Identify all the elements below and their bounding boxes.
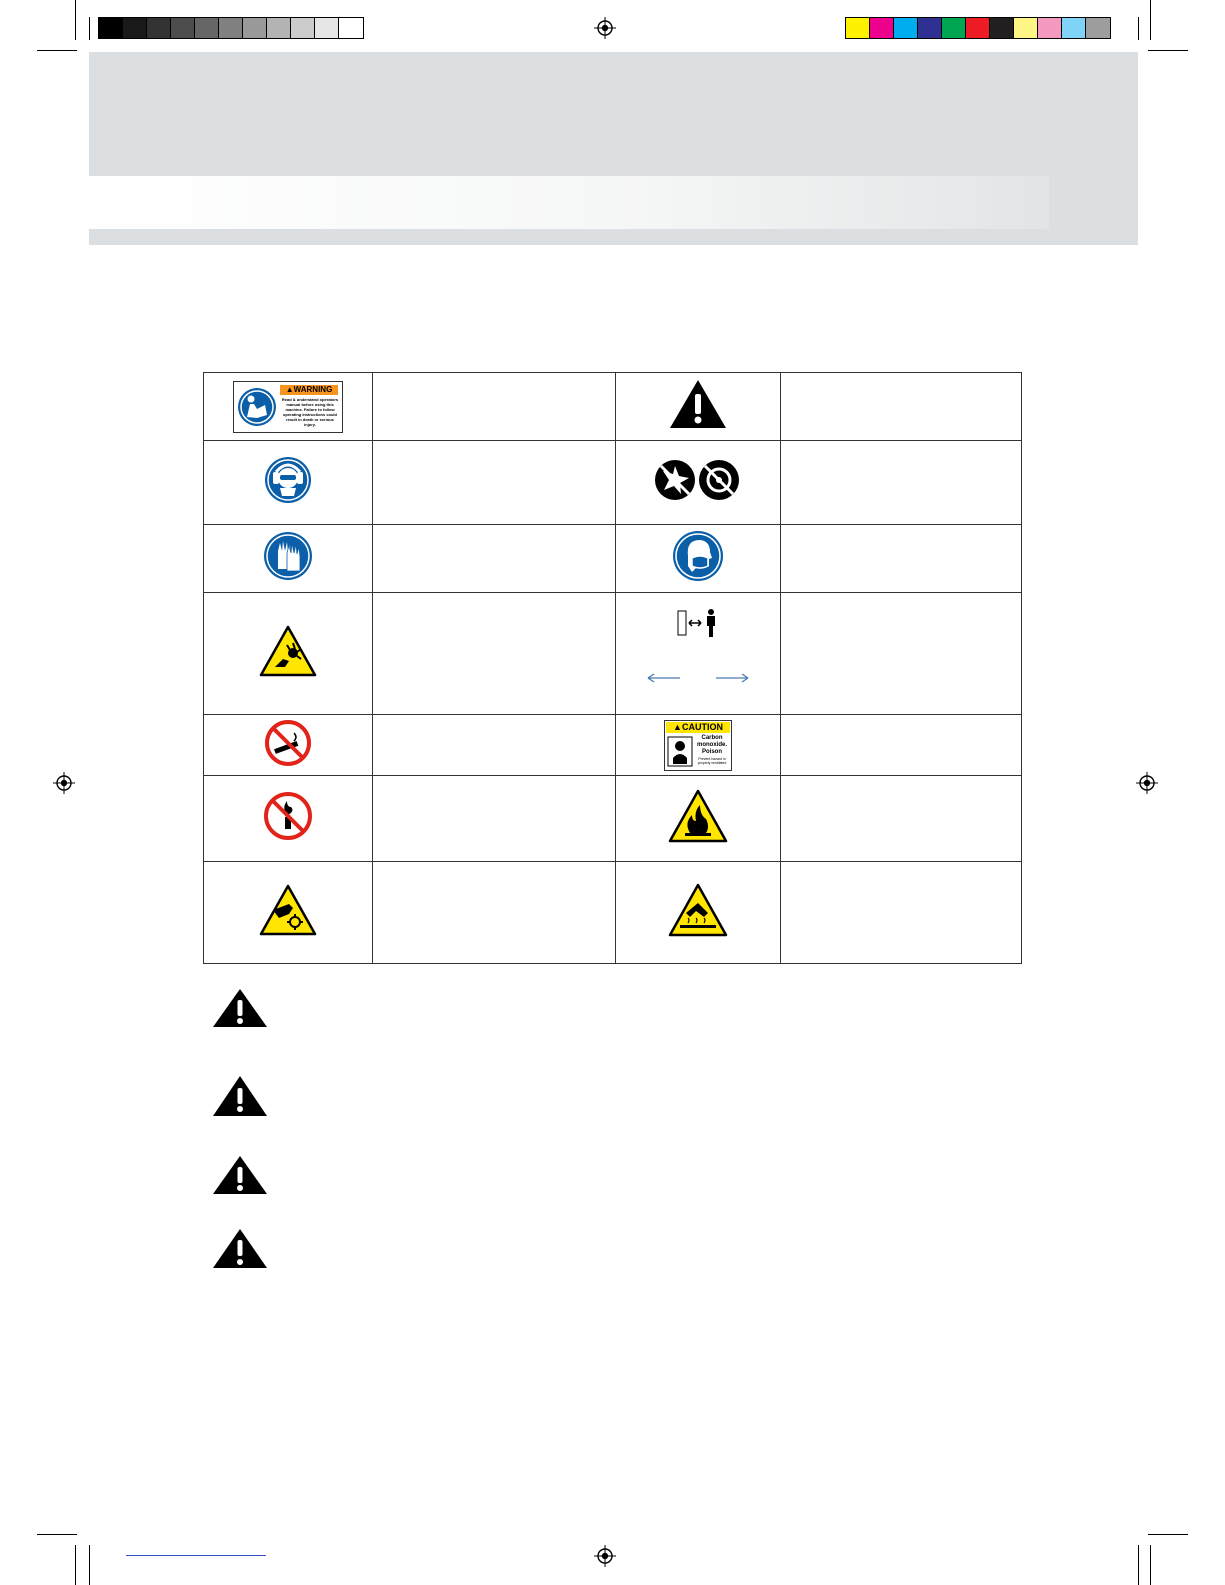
safety-symbols-table bbox=[203, 372, 1022, 964]
registration-mark-icon bbox=[594, 1545, 616, 1567]
warning-triangle-icon bbox=[212, 1075, 268, 1117]
symbol-description bbox=[781, 441, 1022, 525]
crop-mark bbox=[89, 17, 90, 40]
crop-mark bbox=[75, 0, 76, 40]
color-swatch bbox=[315, 18, 339, 38]
color-swatch bbox=[870, 18, 894, 38]
color-swatch bbox=[1038, 18, 1062, 38]
registration-mark-icon bbox=[1136, 772, 1158, 794]
crop-mark bbox=[89, 1545, 90, 1585]
table-row bbox=[204, 373, 1022, 441]
warning-note bbox=[212, 1228, 1012, 1268]
crop-mark bbox=[1150, 1545, 1151, 1585]
color-swatch bbox=[267, 18, 291, 38]
warning-note bbox=[212, 1075, 1012, 1115]
color-swatch bbox=[966, 18, 990, 38]
no-smoking-icon bbox=[264, 719, 312, 767]
color-swatch bbox=[894, 18, 918, 38]
symbol-cell bbox=[204, 525, 373, 593]
color-swatch bbox=[123, 18, 147, 38]
hot-surface-hazard-icon bbox=[668, 883, 728, 937]
color-swatch bbox=[846, 18, 870, 38]
crop-mark bbox=[1148, 1534, 1188, 1535]
color-swatch bbox=[243, 18, 267, 38]
process-color-bar bbox=[845, 17, 1111, 39]
header-subtitle-strip bbox=[89, 176, 1049, 229]
symbol-description bbox=[373, 373, 616, 441]
symbol-cell bbox=[616, 715, 781, 776]
color-swatch bbox=[339, 18, 363, 38]
table-row bbox=[204, 593, 1022, 715]
warning-read-manual-label-icon: ▲WARNING Read & understand operators manual before using this machine. Failure to follow operating instructions could result in death or serious injury. bbox=[233, 381, 343, 433]
color-swatch bbox=[99, 18, 123, 38]
symbol-description bbox=[373, 441, 616, 525]
crop-mark bbox=[1138, 1545, 1139, 1585]
symbol-description bbox=[781, 715, 1022, 776]
no-open-flame-icon bbox=[263, 791, 313, 841]
table-row bbox=[204, 862, 1022, 964]
symbol-description bbox=[373, 525, 616, 593]
warning-label-text: Read & understand operators manual before using this machine. Failure to follow operating instructions could result in death or serious injury. bbox=[281, 396, 339, 427]
symbol-cell bbox=[616, 373, 781, 441]
color-swatch bbox=[990, 18, 1014, 38]
table-row bbox=[204, 715, 1022, 776]
color-swatch bbox=[1086, 18, 1110, 38]
color-swatch bbox=[291, 18, 315, 38]
wear-gloves-icon bbox=[263, 531, 313, 581]
symbol-description bbox=[373, 862, 616, 964]
registration-mark-icon bbox=[594, 17, 616, 39]
warning-triangle-icon bbox=[212, 1228, 268, 1269]
crop-mark bbox=[1138, 17, 1139, 40]
grayscale-color-bar bbox=[98, 17, 364, 39]
symbol-description bbox=[781, 373, 1022, 441]
cutting-hand-hazard-icon bbox=[259, 884, 317, 936]
wear-dust-mask-icon bbox=[672, 530, 724, 582]
crop-mark bbox=[75, 1545, 76, 1585]
color-swatch bbox=[219, 18, 243, 38]
caution-label-text: Prevent hazard in properly ventilated bbox=[697, 756, 727, 765]
symbol-cell bbox=[204, 776, 373, 862]
warning-triangle-icon bbox=[212, 988, 268, 1028]
symbol-description bbox=[781, 862, 1022, 964]
symbol-cell bbox=[616, 862, 781, 964]
symbol-cell bbox=[204, 593, 373, 715]
registration-mark-icon bbox=[53, 772, 75, 794]
warning-triangle-icon bbox=[212, 1155, 268, 1195]
table-row bbox=[204, 525, 1022, 593]
symbol-cell bbox=[616, 441, 781, 525]
crop-mark bbox=[37, 50, 77, 51]
color-swatch bbox=[195, 18, 219, 38]
symbol-cell bbox=[616, 776, 781, 862]
symbol-cell bbox=[204, 862, 373, 964]
color-swatch bbox=[942, 18, 966, 38]
table-row bbox=[204, 776, 1022, 862]
symbol-description bbox=[781, 525, 1022, 593]
ear-eye-protection-icon bbox=[264, 456, 312, 504]
color-swatch bbox=[147, 18, 171, 38]
color-swatch bbox=[1014, 18, 1038, 38]
crop-mark bbox=[37, 1534, 77, 1535]
symbol-cell bbox=[616, 525, 781, 593]
general-warning-triangle-icon bbox=[668, 378, 728, 430]
warning-note bbox=[212, 1155, 1012, 1195]
crop-mark bbox=[1150, 0, 1151, 40]
flammable-hazard-icon bbox=[668, 789, 728, 843]
footer-link-underline[interactable] bbox=[126, 1555, 266, 1556]
symbol-description bbox=[373, 715, 616, 776]
flying-debris-hazard-icon bbox=[259, 625, 317, 677]
warning-label-title: WARNING bbox=[293, 384, 333, 394]
table-row bbox=[204, 441, 1022, 525]
symbol-description bbox=[373, 593, 616, 715]
caution-label-title: CAUTION bbox=[681, 721, 723, 732]
symbol-cell bbox=[616, 593, 781, 715]
crop-mark bbox=[1148, 50, 1188, 51]
color-swatch bbox=[918, 18, 942, 38]
symbol-cell bbox=[204, 715, 373, 776]
color-swatch bbox=[1062, 18, 1086, 38]
symbol-description bbox=[781, 776, 1022, 862]
caution-label-heading: Carbon monoxide. Poison bbox=[696, 734, 727, 755]
symbol-cell bbox=[204, 373, 373, 441]
symbol-description bbox=[373, 776, 616, 862]
symbol-cell bbox=[204, 441, 373, 525]
color-swatch bbox=[171, 18, 195, 38]
no-rotating-blade-icon bbox=[653, 458, 743, 502]
warning-note bbox=[212, 988, 1012, 1028]
carbon-monoxide-caution-label-icon: ▲CAUTION Carbon monoxide. Poison Prevent hazard in properly ventilated bbox=[664, 720, 732, 771]
keep-distance-icon bbox=[638, 604, 758, 704]
symbol-description bbox=[781, 593, 1022, 715]
